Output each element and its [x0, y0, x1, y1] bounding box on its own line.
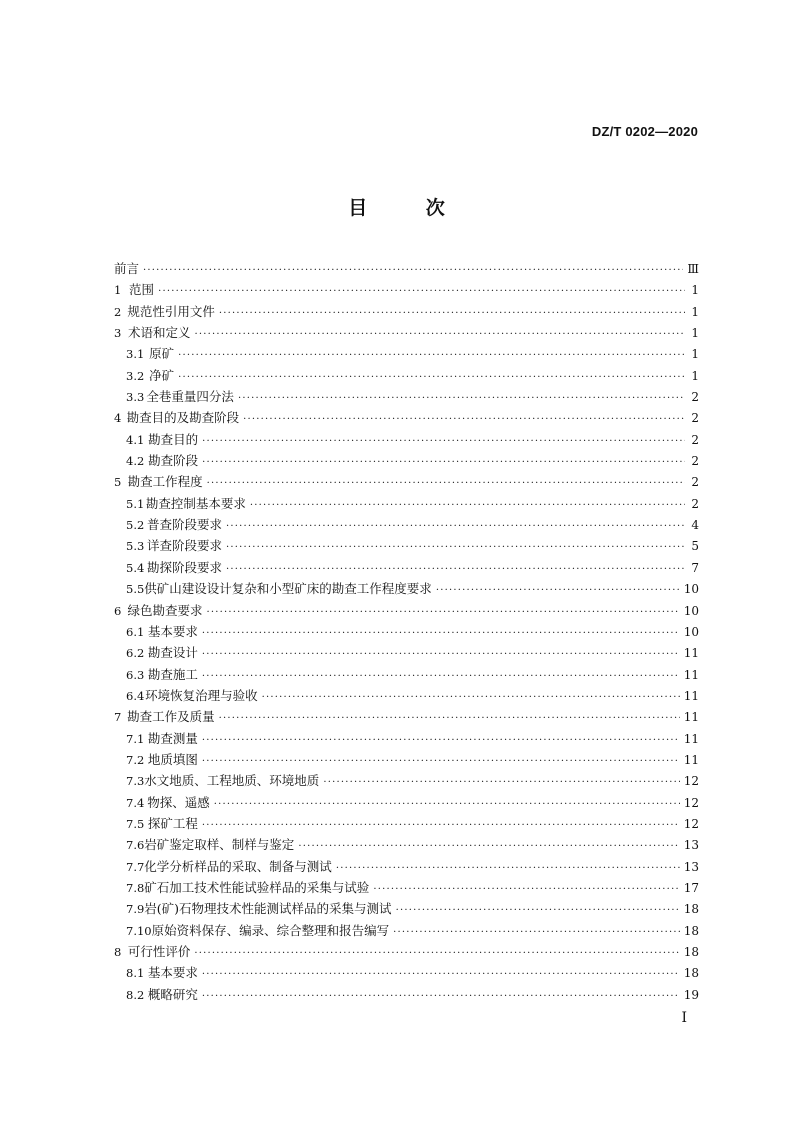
toc-entry-page: 18: [683, 902, 699, 917]
toc-entry-page: 2: [691, 454, 699, 469]
toc-entry-number: 7.6: [126, 838, 145, 853]
toc-leader-dots: [243, 409, 685, 430]
toc-entry-label: 勘查阶段: [148, 453, 199, 469]
toc-leader-dots: [194, 943, 679, 964]
toc-leader-dots: [178, 345, 685, 366]
toc-leader-dots: [202, 815, 680, 836]
toc-entry-number: 3: [114, 326, 122, 341]
toc-entry[interactable]: [114, 600, 699, 621]
toc-entry-label: 勘探阶段要求: [146, 559, 222, 575]
toc-leader-dots: [195, 324, 685, 345]
toc-leader-dots: [396, 900, 680, 921]
toc-entry[interactable]: [114, 749, 699, 770]
toc-entry-page: 13: [683, 838, 699, 853]
toc-leader-dots: [202, 644, 680, 665]
toc-leader-dots: [323, 772, 679, 793]
toc-entry-number: 6.2: [126, 646, 145, 661]
toc-title: 目 次: [348, 197, 471, 219]
toc-entry-number: 7.9: [126, 902, 145, 917]
toc-entry-number: 2: [114, 304, 122, 319]
toc-leader-dots: [336, 858, 680, 879]
toc-entry-number: 6: [114, 603, 122, 618]
toc-entry-page: 18: [683, 945, 699, 959]
toc-entry[interactable]: [114, 514, 699, 535]
toc-entry-page: 5: [691, 539, 699, 554]
toc-entry[interactable]: [114, 962, 699, 983]
toc-entry[interactable]: [114, 471, 699, 492]
toc-entry-label: 普查阶段要求: [146, 517, 222, 533]
toc-entry-number: 6.4: [126, 688, 145, 703]
toc-entry-number: 8: [114, 945, 122, 959]
toc-entry[interactable]: [114, 535, 699, 556]
toc-entry-label: 勘查控制基本要求: [145, 495, 246, 511]
toc-entry-page: 10: [683, 582, 699, 597]
toc-entry-label: 勘查工作及质量: [127, 709, 215, 725]
toc-entry[interactable]: [114, 429, 699, 450]
toc-entry-page: 7: [691, 560, 699, 575]
toc-entry-page: 2: [691, 475, 699, 490]
toc-entry-label: 探矿工程: [147, 815, 198, 831]
toc-entry-number: 7.5: [126, 816, 145, 831]
toc-entry-label: 规范性引用文件: [127, 303, 215, 319]
toc-entry-label: 范围: [129, 282, 155, 298]
toc-entry[interactable]: [114, 365, 699, 386]
toc-leader-dots: [207, 473, 685, 494]
toc-leader-dots: [202, 666, 680, 687]
toc-entry-number: 7.8: [126, 880, 145, 895]
toc-leader-dots: [214, 794, 680, 815]
toc-entry-label: 勘查施工: [147, 666, 198, 682]
toc-entry-page: 11: [683, 688, 699, 703]
toc-entry-number: 7.3: [126, 774, 145, 789]
table-of-contents: [114, 258, 699, 1005]
toc-leader-dots: [393, 922, 680, 943]
toc-entry[interactable]: [114, 941, 699, 962]
toc-entry-label: 矿石加工技术性能试验样品的采集与试验: [144, 879, 370, 895]
toc-entry-page: 1: [691, 326, 699, 341]
toc-entry-label: 详查阶段要求: [146, 538, 222, 554]
toc-entry-page: 17: [683, 880, 699, 895]
toc-entry-page: 10: [683, 624, 699, 639]
standard-code: DZ/T 0202—2020: [591, 124, 698, 139]
toc-entry-number: 4.1: [126, 432, 145, 447]
toc-entry-number: 3.1: [126, 347, 145, 362]
toc-entry-number: 5.4: [126, 560, 145, 575]
toc-leader-dots: [226, 537, 685, 558]
toc-leader-dots: [143, 260, 683, 281]
toc-leader-dots: [373, 879, 679, 900]
toc-entry-number: 6.3: [126, 667, 145, 682]
toc-leader-dots: [202, 431, 685, 452]
toc-entry[interactable]: [114, 621, 699, 642]
toc-entry[interactable]: [114, 898, 699, 919]
toc-entry-page: 18: [683, 923, 699, 938]
toc-entry-number: 5: [114, 475, 122, 490]
toc-entry-label: 勘查测量: [147, 730, 198, 746]
toc-entry-page: 2: [691, 390, 699, 405]
toc-entry-label: 基本要求: [147, 965, 198, 981]
toc-entry-number: 4: [114, 411, 122, 426]
toc-entry-label: 化学分析样品的采取、制备与测试: [144, 858, 332, 874]
toc-entry[interactable]: [114, 642, 699, 663]
toc-leader-dots: [202, 730, 680, 751]
toc-entry-label: 供矿山建设设计复杂和小型矿床的勘查工作程度要求: [144, 581, 432, 597]
toc-entry[interactable]: [114, 728, 699, 749]
toc-leader-dots: [202, 623, 680, 644]
toc-entry-number: 7.1: [126, 731, 145, 746]
toc-entry-label: 地质填图: [147, 751, 198, 767]
toc-leader-dots: [219, 708, 680, 729]
toc-entry[interactable]: [114, 493, 699, 514]
toc-entry-page: 11: [683, 731, 699, 746]
toc-leader-dots: [250, 495, 685, 516]
toc-entry[interactable]: [114, 407, 699, 428]
toc-entry-number: 3.3: [126, 390, 145, 405]
toc-entry-label: 净矿: [149, 367, 175, 383]
toc-entry[interactable]: [114, 258, 699, 279]
toc-entry-page: 10: [683, 603, 699, 618]
toc-entry[interactable]: [114, 813, 699, 834]
toc-entry[interactable]: [114, 856, 699, 877]
toc-entry[interactable]: [114, 834, 699, 855]
toc-entry-label: 全巷重量四分法: [146, 389, 234, 405]
toc-entry[interactable]: [114, 877, 699, 898]
toc-leader-dots: [436, 580, 680, 601]
toc-entry-page: 12: [683, 795, 699, 810]
toc-entry-label: 勘查设计: [147, 645, 198, 661]
toc-entry-number: 8.2: [126, 987, 145, 1002]
toc-entry[interactable]: [114, 322, 699, 343]
toc-entry[interactable]: [114, 343, 699, 364]
toc-entry-label: 岩(矿)石物理技术性能测试样品的采集与测试: [144, 901, 392, 917]
toc-entry-page: 18: [683, 966, 699, 981]
toc-entry-label: 术语和定义: [128, 325, 191, 341]
toc-entry[interactable]: [114, 664, 699, 685]
toc-leader-dots: [219, 303, 685, 324]
toc-entry-number: 8.1: [126, 966, 145, 981]
toc-leader-dots: [226, 516, 685, 537]
toc-entry-label: 水文地质、工程地质、环境地质: [144, 773, 320, 789]
toc-entry-number: 7.2: [126, 752, 145, 767]
toc-entry-page: 2: [691, 432, 699, 447]
toc-entry-number: 5.2: [126, 518, 145, 533]
toc-entry-label: 原矿: [149, 346, 175, 362]
toc-entry-number: 5.5: [126, 582, 145, 597]
toc-entry[interactable]: [114, 578, 699, 599]
toc-leader-dots: [238, 388, 685, 409]
toc-entry-label: 勘查工作程度: [127, 474, 203, 490]
toc-entry-label: 物探、遥感: [147, 794, 210, 810]
toc-entry-page: 13: [683, 859, 699, 874]
toc-entry-page: 12: [683, 816, 699, 831]
toc-leader-dots: [178, 367, 685, 388]
toc-leader-dots: [262, 687, 680, 708]
toc-entry[interactable]: [114, 792, 699, 813]
toc-entry-page: 11: [683, 752, 699, 767]
toc-entry-label: 绿色勘查要求: [127, 602, 203, 618]
toc-entry-number: 4.2: [126, 454, 145, 469]
toc-entry-number: 1: [114, 283, 122, 298]
toc-entry-label: 可行性评价: [127, 944, 191, 959]
toc-entry-page: 11: [683, 667, 699, 682]
toc-entry-label: 原始资料保存、编录、综合整理和报告编写: [151, 922, 390, 938]
toc-leader-dots: [202, 751, 680, 772]
toc-entry[interactable]: [114, 706, 699, 727]
toc-entry-page: 2: [691, 496, 699, 511]
toc-leader-dots: [226, 559, 685, 580]
toc-entry-label: 环境恢复治理与验收: [145, 687, 258, 703]
toc-entry-page: 1: [691, 283, 699, 298]
toc-entry-number: 6.1: [126, 624, 145, 639]
toc-entry[interactable]: [114, 450, 699, 471]
toc-entry-page: 11: [683, 710, 699, 725]
toc-entry-page: 2: [691, 411, 699, 426]
toc-entry-label: 前言: [114, 261, 140, 276]
toc-entry[interactable]: [114, 770, 699, 791]
toc-leader-dots: [202, 964, 680, 985]
toc-entry-number: 5.3: [126, 539, 145, 554]
toc-entry[interactable]: [114, 301, 699, 322]
toc-entry[interactable]: [114, 557, 699, 578]
toc-entry-page: 4: [691, 518, 699, 533]
toc-leader-dots: [202, 452, 685, 473]
toc-entry-label: 勘查目的: [148, 431, 199, 447]
toc-entry-page: 1: [691, 347, 699, 362]
toc-leader-dots: [298, 836, 679, 857]
page-number: I: [681, 1010, 687, 1026]
toc-entry-page: 12: [683, 774, 699, 789]
toc-entry-number: 7: [114, 710, 122, 725]
toc-entry[interactable]: [114, 984, 699, 1005]
toc-entry-page: 11: [683, 646, 699, 661]
toc-leader-dots: [202, 986, 680, 1007]
toc-entry-label: 岩矿鉴定取样、制样与鉴定: [144, 837, 295, 853]
toc-entry-page: 1: [691, 304, 699, 319]
toc-entry-page: 19: [683, 987, 699, 1002]
toc-entry-label: 基本要求: [147, 623, 198, 639]
toc-entry[interactable]: [114, 920, 699, 941]
toc-entry-page: Ⅲ: [687, 262, 699, 276]
toc-leader-dots: [207, 602, 680, 623]
toc-entry[interactable]: [114, 279, 699, 300]
toc-entry-number: 7.10: [126, 923, 152, 938]
toc-entry-number: 5.1: [126, 496, 145, 511]
toc-entry[interactable]: [114, 685, 699, 706]
toc-entry[interactable]: [114, 386, 699, 407]
toc-entry-label: 勘查目的及勘查阶段: [126, 410, 240, 426]
toc-entry-number: 3.2: [126, 368, 145, 383]
toc-entry-number: 7.7: [126, 859, 145, 874]
toc-leader-dots: [158, 281, 685, 302]
toc-entry-label: 概略研究: [147, 986, 198, 1002]
toc-entry-page: 1: [691, 368, 699, 383]
toc-entry-number: 7.4: [126, 795, 145, 810]
